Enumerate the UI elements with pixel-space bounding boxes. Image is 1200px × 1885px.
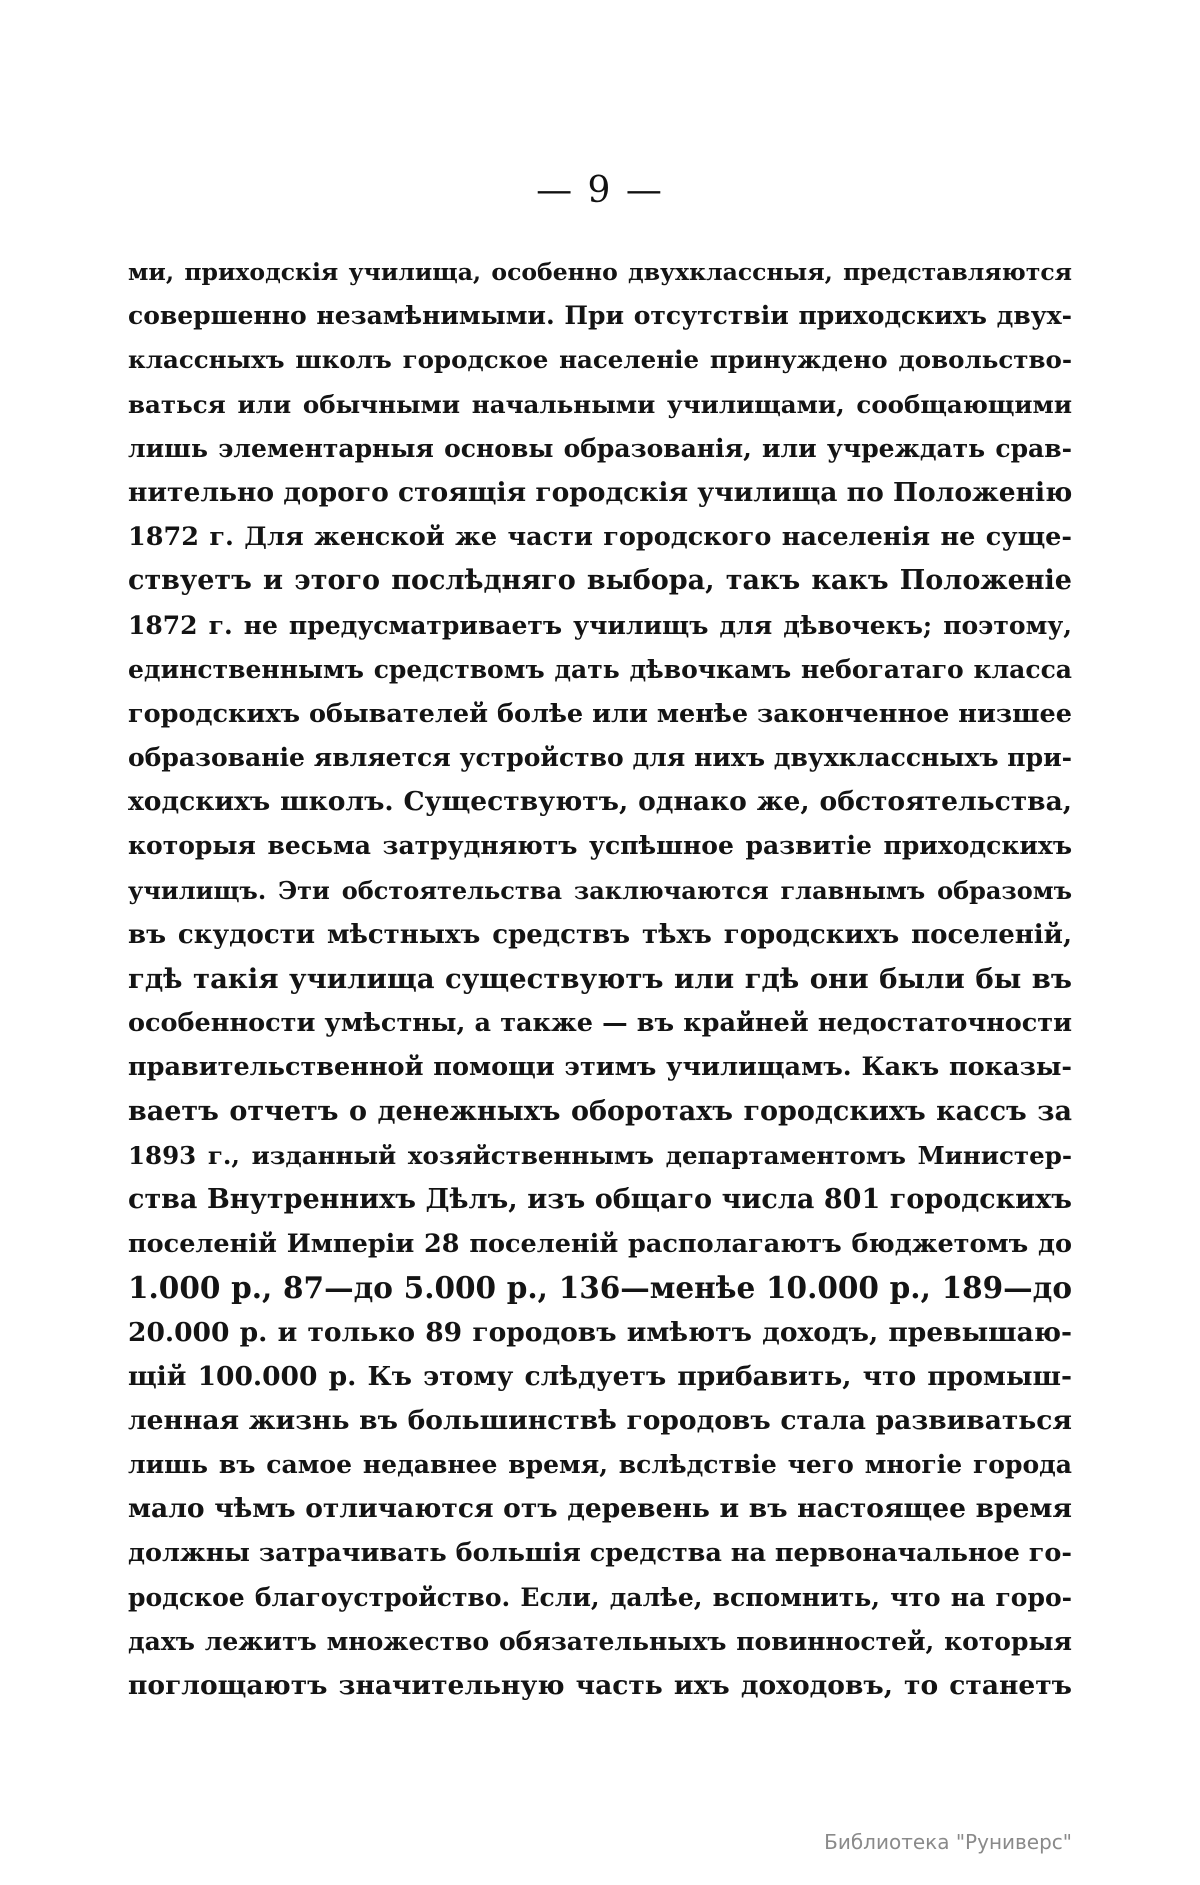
text-line: ствуетъ и этого послѣдняго выбора, такъ какъ Положеніе xyxy=(128,565,1072,597)
library-watermark: Библиотека "Руниверс" xyxy=(824,1830,1072,1854)
text-line: ваетъ отчетъ о денежныхъ оборотахъ городскихъ кассъ за xyxy=(128,1095,1072,1127)
text-line: образованіе является устройство для нихъ двухклассныхъ при- xyxy=(128,743,1072,773)
text-line: мало чѣмъ отличаются отъ деревень и въ настоящее время xyxy=(128,1493,1072,1525)
text-line: ваться или обычными начальными училищами, сообщающими xyxy=(128,389,1072,419)
text-line: которыя весьма затрудняютъ успѣшное развитіе приходскихъ xyxy=(128,831,1072,861)
text-line: 1.000 р., 87—до 5.000 р., 136—менѣе 10.000 р., 189—до xyxy=(128,1270,1072,1306)
text-line: совершенно незамѣнимыми. При отсутствіи приходскихъ двух- xyxy=(128,301,1072,331)
text-line: въ скудости мѣстныхъ средствъ тѣхъ городскихъ поселеній, xyxy=(128,919,1072,950)
text-line: дахъ лежитъ множество обязательныхъ повинностей, которыя xyxy=(128,1626,1072,1656)
text-line: правительственной помощи этимъ училищамъ. Какъ показы- xyxy=(128,1052,1072,1083)
text-line: 1872 г. Для женской же части городского населенія не суще- xyxy=(128,522,1072,553)
text-line: училищъ. Эти обстоятельства заключаются главнымъ образомъ xyxy=(128,875,1072,905)
text-line: щій 100.000 р. Къ этому слѣдуетъ прибавить, что промыш- xyxy=(128,1360,1072,1392)
text-line: ленная жизнь въ большинствѣ городовъ стала развиваться xyxy=(128,1404,1072,1436)
text-line: 1872 г. не предусматриваетъ училищъ для дѣвочекъ; поэтому, xyxy=(128,610,1072,640)
text-line: нительно дорого стоящія городскія училища по Положенію xyxy=(128,476,1072,508)
page-number: — 9 — xyxy=(536,170,664,211)
text-line: поселеній Имперіи 28 поселеній располагаютъ бюджетомъ до xyxy=(128,1229,1072,1260)
text-line: 1893 г., изданный хозяйственнымъ департаментомъ Министер- xyxy=(128,1140,1072,1170)
text-line: должны затрачивать большія средства на первоначальное го- xyxy=(128,1538,1072,1569)
text-line: единственнымъ средствомъ дать дѣвочкамъ небогатаго класса xyxy=(128,654,1072,684)
text-line: 20.000 р. и только 89 городовъ имѣютъ доходъ, превышаю- xyxy=(128,1316,1072,1348)
text-line: городскихъ обывателей болѣе или менѣе законченное низшее xyxy=(128,698,1072,729)
text-line: ства Внутреннихъ Дѣлъ, изъ общаго числа 801 городскихъ xyxy=(128,1183,1072,1215)
text-line: особенности умѣстны, а также — въ крайней недостаточности xyxy=(128,1008,1072,1039)
text-line: ми, приходскія училища, особенно двухклассныя, представляются xyxy=(128,258,1072,286)
text-line: родское благоустройство. Если, далѣе, вспомнить, что на горо- xyxy=(128,1582,1072,1612)
text-line: классныхъ школъ городское населеніе принуждено довольство- xyxy=(128,345,1072,375)
text-line: поглощаютъ значительную часть ихъ доходовъ, то станетъ xyxy=(128,1670,1072,1701)
text-line: гдѣ такія училища существуютъ или гдѣ они были бы въ xyxy=(128,963,1072,995)
body-text xyxy=(128,250,1072,1708)
text-line: ходскихъ школъ. Существуютъ, однако же, обстоятельства, xyxy=(128,786,1072,818)
text-line: лишь въ самое недавнее время, вслѣдствіе чего многіе города xyxy=(128,1450,1072,1480)
text-line: лишь элементарныя основы образованія, или учреждать срав- xyxy=(128,433,1072,463)
